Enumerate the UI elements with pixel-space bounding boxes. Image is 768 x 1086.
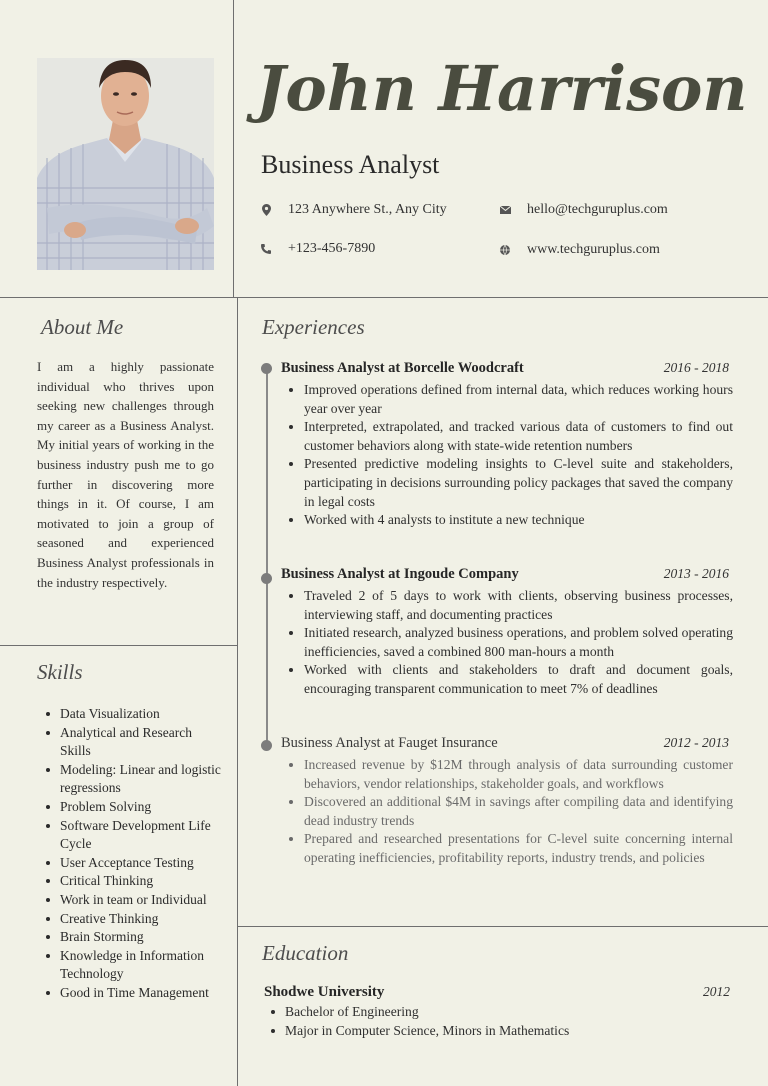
timeline-dot	[261, 740, 272, 751]
timeline-dot	[261, 363, 272, 374]
experience-title: Business Analyst at Ingoude Company	[281, 566, 519, 582]
skill-item: Critical Thinking	[45, 872, 225, 891]
about-text: I am a highly passionate individual who thrives upon seeking new challenges through my career as a Business Analyst. My initial years of working in the business industry push me to go further in discovering more things in it. Of course, I am motivated to join a group of seasoned and experienced Business Analyst professionals in the industry respectively.	[37, 359, 214, 590]
job-role: Business Analyst	[261, 150, 440, 179]
experience-years: 2012 - 2013	[663, 735, 729, 750]
phone-text: +123-456-7890	[288, 241, 376, 256]
candidate-name: John Harrison	[256, 52, 748, 125]
skill-item: Knowledge in Information Technology	[45, 947, 225, 984]
experience-bullet: Discovered an additional $4M in savings after compiling data and identifying dead industry trends	[281, 793, 733, 830]
experience-bullet: Initiated research, analyzed business operations, and problem solved operating inefficiencies, saved a combined 800 man-hours a month	[281, 624, 733, 661]
skill-item: Brain Storming	[45, 928, 225, 947]
experience-bullet: Improved operations defined from internal data, which reduces working hours year over year	[281, 381, 733, 418]
experience-bullet: Increased revenue by $12M through analysis of data surrounding customer behaviors, vendor relationships, stakeholder goals, and workflows	[281, 756, 733, 793]
experience-bullet: Interpreted, extrapolated, and tracked various data of customers to find out customer behaviors along with state-wide retention numbers	[281, 418, 733, 455]
contact-website	[497, 242, 660, 258]
experience-years: 2016 - 2018	[663, 360, 729, 375]
location-pin-icon	[258, 204, 274, 216]
divider-right-education	[237, 926, 768, 927]
experience-bullet: Traveled 2 of 5 days to work with clients, observing business processes, interviewing staff, and documenting practices	[281, 587, 733, 624]
envelope-icon	[497, 206, 513, 214]
experience-item	[281, 566, 733, 699]
experience-item	[281, 735, 733, 868]
experience-title: Business Analyst at Fauget Insurance	[281, 735, 498, 751]
experience-bullet: Presented predictive modeling insights to C-level suite and stakeholders, participating in decisions surrounding policy packages that saved the company in legal costs	[281, 455, 733, 511]
divider-horizontal-top	[0, 297, 768, 298]
profile-photo	[37, 58, 214, 270]
experiences-title: Experiences	[262, 315, 365, 339]
skill-item: User Acceptance Testing	[45, 854, 225, 873]
skills-list	[45, 705, 225, 1003]
timeline-dot	[261, 573, 272, 584]
education-bullet: Bachelor of Engineering	[264, 1003, 734, 1022]
address-text: 123 Anywhere St., Any City	[288, 202, 447, 217]
website-link[interactable]: www.techguruplus.com	[527, 242, 660, 257]
divider-left-about-skills	[0, 645, 237, 646]
contact-address	[258, 202, 447, 218]
skill-item: Work in team or Individual	[45, 891, 225, 910]
experience-bullet: Prepared and researched presentations for C-level suite concerning internal operating inefficiencies, profitability reports, industry trends, and policies	[281, 830, 733, 867]
experience-bullet: Worked with 4 analysts to institute a new technique	[281, 511, 733, 530]
skill-item: Creative Thinking	[45, 910, 225, 929]
education-school: Shodwe University	[264, 984, 385, 1000]
globe-icon	[497, 245, 513, 255]
skill-item: Software Development Life Cycle	[45, 817, 225, 854]
experience-title: Business Analyst at Borcelle Woodcraft	[281, 360, 524, 376]
skill-item: Data Visualization	[45, 705, 225, 724]
contact-email	[497, 202, 668, 218]
experience-item	[281, 360, 733, 530]
education-item	[264, 984, 734, 1040]
about-title: About Me	[41, 315, 124, 339]
education-title: Education	[262, 941, 349, 965]
education-bullet: Major in Computer Science, Minors in Mathematics	[264, 1022, 734, 1041]
divider-vertical-main	[237, 297, 238, 1086]
skills-title: Skills	[37, 660, 83, 684]
skill-item: Problem Solving	[45, 798, 225, 817]
phone-icon	[258, 244, 274, 254]
education-year: 2012	[703, 984, 730, 999]
experience-years: 2013 - 2016	[663, 566, 729, 581]
experience-bullet: Worked with clients and stakeholders to draft and document goals, encouraging transparent communication to meet 7% of deadlines	[281, 661, 733, 698]
contact-phone	[258, 241, 375, 257]
email-link[interactable]: hello@techguruplus.com	[527, 202, 668, 217]
timeline-line	[266, 368, 268, 745]
skill-item: Good in Time Management	[45, 984, 225, 1003]
skill-item: Modeling: Linear and logistic regressions	[45, 761, 225, 798]
skill-item: Analytical and Research Skills	[45, 724, 225, 761]
divider-vertical-top	[233, 0, 234, 297]
